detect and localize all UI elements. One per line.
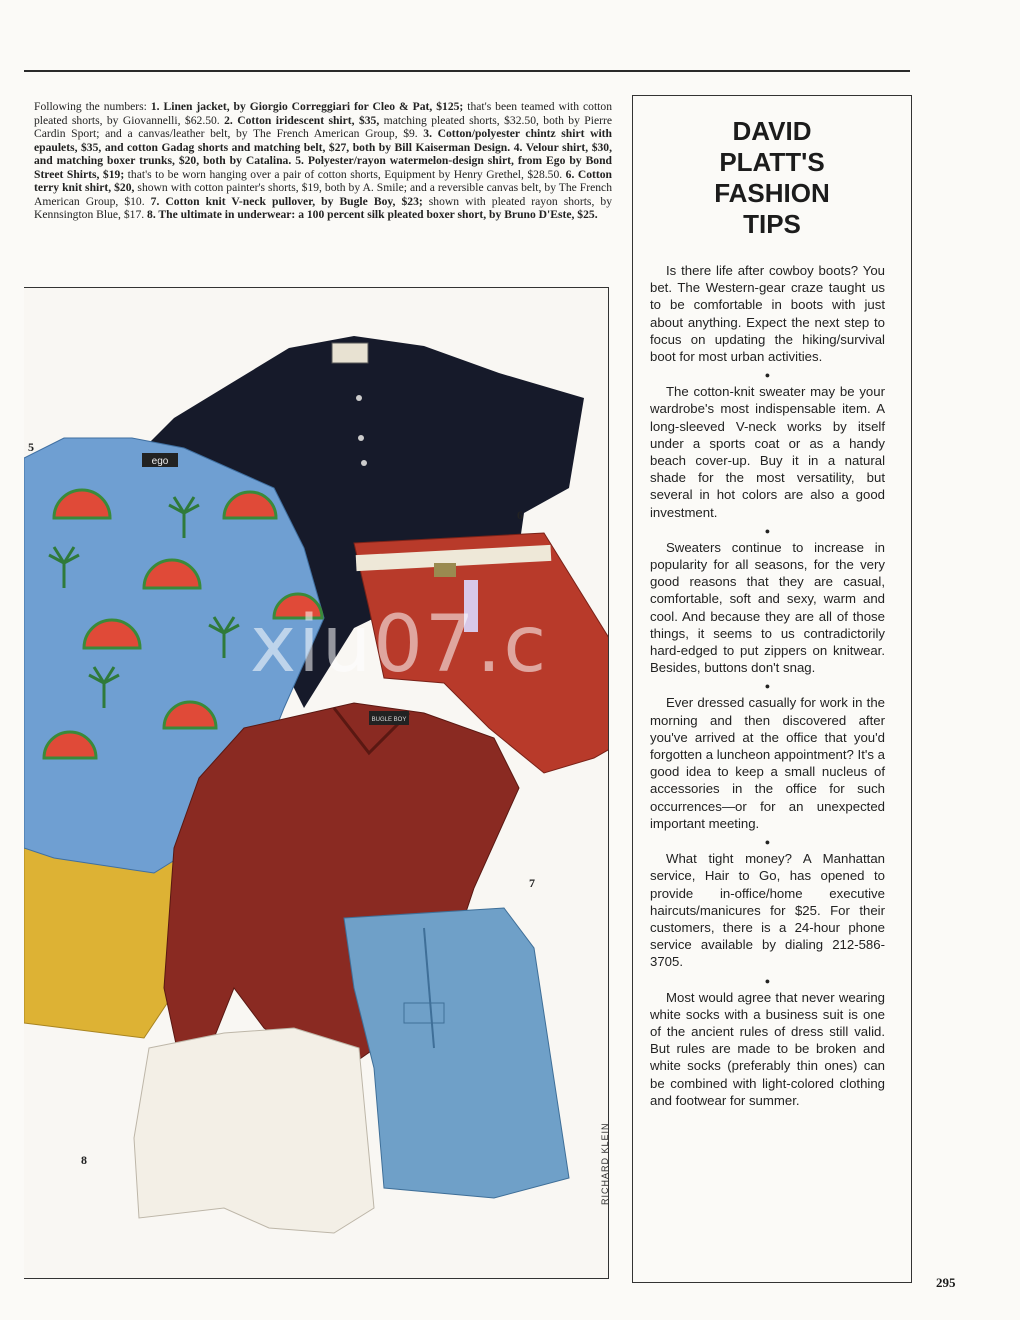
button [356,395,362,401]
bullet-separator: ● [764,370,771,381]
tip-paragraph: What tight money? A Manhattan service, Hair to Go, has opened to provide in-office/home executive haircuts/manicures for $25. For their customers, there is a 24-hour phone service available by dialing 212-586-3705. [650,851,885,970]
navy-shirt-label [332,343,368,363]
caption-item-1: 1. Linen jacket, by Giorgio Correggiari for Cleo & Pat, $125; [150,100,464,113]
caption-item-4: 4. Velour shirt, $30, and matching boxer trunks, $20, both by Catalina. [34,140,612,167]
blue-pleated-shorts [344,908,569,1198]
caption-text: shown with pleated rayon shorts, by Kennsington Blue, $17. [34,194,612,221]
photo-label-7: 7 [529,876,535,890]
watermark: xiu07.c [250,600,549,690]
tip-paragraph: Most would agree that never wearing white socks with a business suit is one of the ancient rules of dress still valid. But rules are made to be broken and white socks (preferably thin ones) can be combined with light-colored clothing and footwear for summer. [650,989,885,1108]
button [361,460,367,466]
caption-text: shown with cotton painter's shorts, $19, both by A. Smile; and a reversible canvas belt, by The French American Group, $10. [34,181,612,208]
top-rule [24,70,910,72]
tip-paragraph: Is there life after cowboy boots? You bet. The Western-gear craze taught us to be comfortable in boots with just about anything. Expect the next step to focus on updating the hiking/survival boot for most urban activities. [650,263,885,365]
button [358,435,364,441]
bullet-separator: ● [764,837,771,848]
caption-item-3: 3. Cotton/polyester chintz shirt with epaulets, $35, and cotton Gadag shorts and matching belt, $27, both by Bill Kaiserman Design. [34,127,612,154]
headline-line: FASHION [714,178,830,208]
caption-item-8: 8. The ultimate in underwear: a 100 percent silk pleated boxer short, by Bruno D'Este, $25. [147,208,598,221]
photo-label-8: 8 [81,1153,87,1167]
clothing-illustration [24,288,608,1278]
headline-line: TIPS [743,209,801,239]
photo-caption [34,100,612,222]
tip-paragraph: Sweaters continue to increase in popularity for all seasons, for the very good reasons that they are casual, comfortable, soft and sexy, warm and cool. And because they are all of those things, it seems to us contradictorily hard-edged to put zippers on knitwear. Besides, buttons don't snag. [650,539,885,676]
photo-label-6: 6 [517,508,523,522]
caption-text: that's to be worn hanging over a pair of cotton shorts, Equipment by Henry Grethel, $28.50. [124,167,566,181]
belt-buckle [434,563,456,577]
clothing-photo [24,287,609,1279]
caption-text: Following the numbers: [34,100,151,113]
photo-label-5: 5 [28,440,34,454]
caption-item-6: 6. Cotton terry knit shirt, $20, [34,167,613,194]
tip-paragraph: Ever dressed casually for work in the morning and then discovered after you've arrived at the office that you'd forgotten a luncheon appointment? It's a good idea to keep a small nucleus of accessories in the office for such occurrences—or for an unexpected important meeting. [650,695,885,831]
caption-item-5: 5. Polyester/rayon watermelon-design shirt, from Ego by Bond Street Shirts, $19; [34,154,612,181]
photo-credit: RICHARD KLEIN [600,1122,610,1205]
headline-line: PLATT'S [719,147,825,177]
ego-label-text: ego [151,456,169,467]
belt-tail [464,580,478,632]
sidebar-headline [633,116,911,240]
headline-line: DAVID [732,116,812,146]
bullet-separator: ● [764,525,771,536]
fashion-tips-sidebar [632,95,912,1283]
tip-paragraph: The cotton-knit sweater may be your wardrobe's most indispensable item. A long-sleeved V-neck works by itself under a sports coat or as a handy beach cover-up. Buy it in a natural shade for the most versatility, but several in hot colors are also a good investment. [650,384,885,520]
caption-item-2: 2. Cotton iridescent shirt, $35, [224,113,380,127]
bullet-separator: ● [764,975,771,986]
caption-text: that's been teamed with cotton pleated shorts, by Giovannelli, $62.50. [34,100,612,127]
sidebar-body [650,262,885,1109]
caption-text: matching pleated shorts, $32.50, both by Pierre Cardin Sport; and a canvas/leather belt, by The French American Group, $9. [34,113,612,140]
caption-item-7: 7. Cotton knit V-neck pullover, by Bugle Boy, $23; [150,194,423,208]
white-silk-boxers [134,1028,374,1233]
page-number: 295 [936,1275,956,1290]
sweater-label-text: BUGLE BOY [371,717,407,723]
bullet-separator: ● [764,681,771,692]
